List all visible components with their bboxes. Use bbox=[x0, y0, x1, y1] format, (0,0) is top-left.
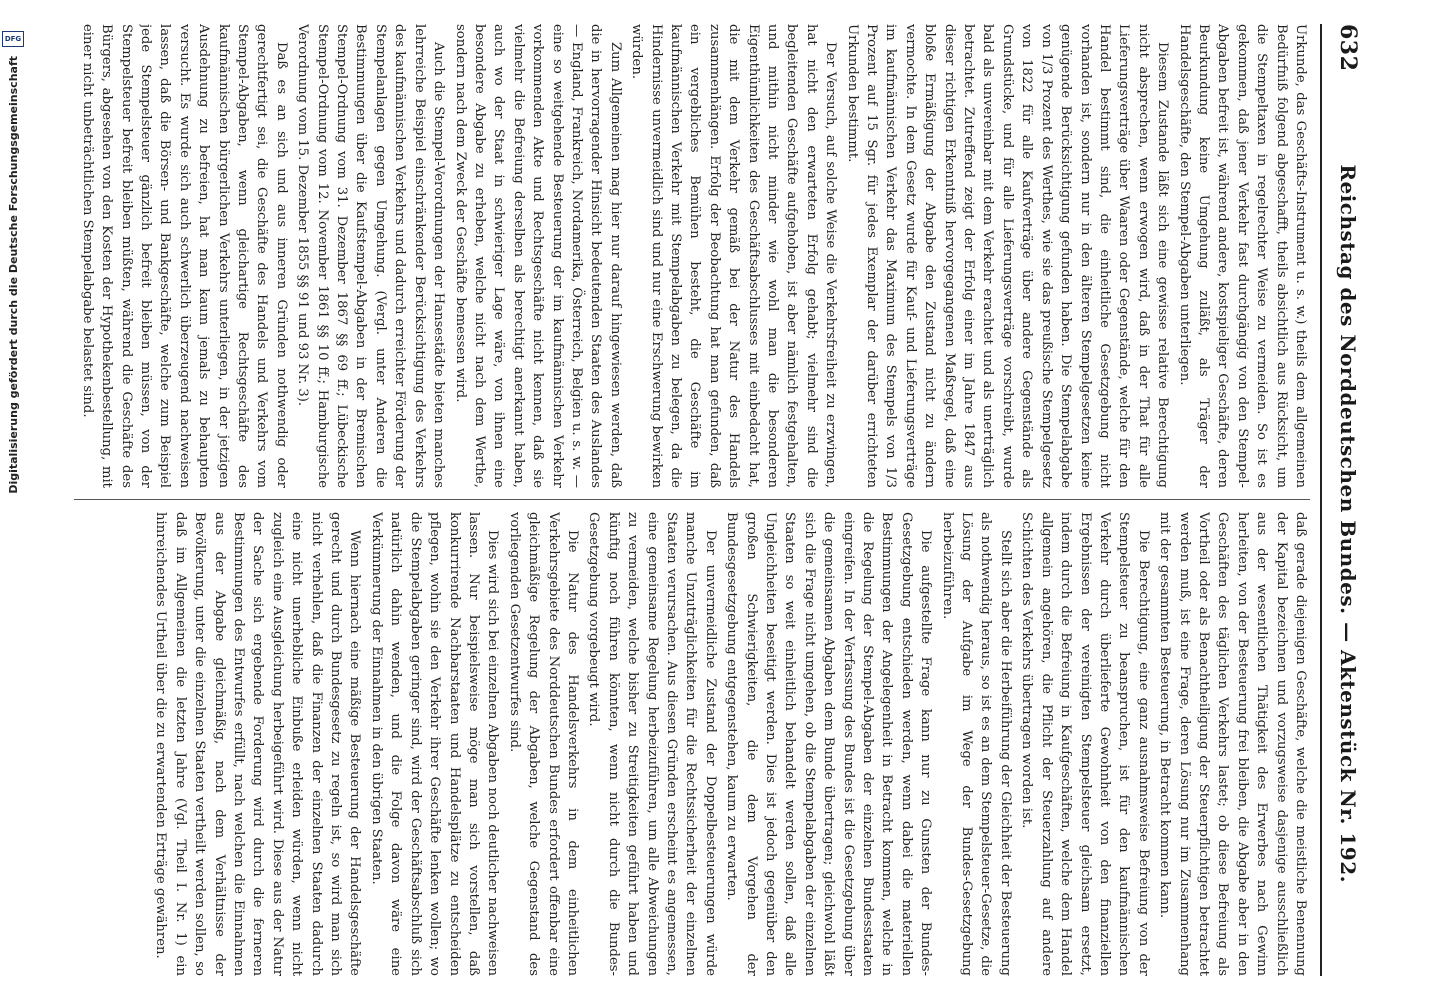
dfg-logo-icon: DFG bbox=[2, 31, 24, 47]
header-rule bbox=[1320, 24, 1322, 976]
paragraph: Daß es an sich und aus inneren Gründen nothwendig oder gerechtfertigt sei, die Geschäfte des Handels und Verkehrs vom Stempel-Abgaben, wenn gleichartige Rechtsgeschäfte des kaufmännischen bürgerlichen Verkehrs unterliegen, in der jetzigen Ausdehnung zu befreien, hat man kaum jemals zu behaupten versucht. Es wurde sich auch schwerlich überzeugend nachweisen lassen, daß die Börsen- und Bankgeschäfte, welche zum Beispiel jede Stempelsteuer gänzlich befreit bleiben müssen, von der Stempelsteuer befreit bleiben müßten, während die Geschäfte des Bürgers, abgesehen von den Kosten der Hypothekenbestellung, mit einer nicht unbeträchtlichen Stempelabgabe belastet sind. bbox=[79, 24, 289, 488]
text-column-left bbox=[74, 24, 1310, 488]
paragraph: Auch die Stempel-Verordnungen der Hansestädte bieten manches lehrreiche Beispiel einschränkender Berücksichtigung des Verkehrs des kaufmännischen Verkehrs und dadurch erreichter Förderung der Stempelanlagen gegen Umgehung. (Vergl. unter Anderen die Bestimmungen über die Kaufstempel-Abgaben in der Bremischen Stempel-Ordnung vom 31. Dezember 1867 §§ 69 ff.; Lübeckische Stempel-Ordnung vom 12. November 1861 §§ 10 ff.; Hamburgische Verordnung vom 15. Dezember 1855 §§ 91 und 93 Nr. 3). bbox=[295, 24, 447, 488]
page-number: 632 bbox=[1335, 24, 1361, 72]
scanned-page-rotated bbox=[60, 0, 1372, 1000]
paragraph: Zum Allgemeinen mag hier nur darauf hingewiesen werden, daß die in hervorragender Hinsicht bedeutenden Staaten des Auslandes — England, Frankreich, Nordamerika, Österreich, Belgien u. s. w. — eine so weitgehende Besteuerung der im kaufmännischen Verkehr vorkommenden Akte und Rechtsgeschäfte nicht kennen, daß sie vielmehr die Befreiung derselben als berechtigt anerkannt haben, auch wo der Staat in schwieriger Lage wäre, von ihnen eine besondere Abgabe zu erheben, welche nicht nach dem Werthe, sondern nach dem Zweck der Geschäfte bemessen wird. bbox=[452, 24, 623, 488]
running-title: Reichstag des Norddeutschen Bundes. — Aktenstück Nr. 192. bbox=[1336, 164, 1360, 884]
text-column-right bbox=[74, 512, 1310, 976]
paragraph: Urkunde, das Geschäfts-Instrument u. s. w.) theils dem allgemeinen Bedürfniß folgend abgeschafft, theils absichtlich aus Rücksicht, um die Stempeltaxen in regelrechter Weise zu vermeiden. So ist es gekommen, daß jener Verkehr fast durchgängig von den Stempel-Abgaben befreit ist, während andere, kostspieliger Geschäfte, deren Beurkundung keine Umgehung zuläßt, als Träger der Handelsgeschäfte, den Stempel-Abgaben unterliegen. bbox=[1176, 24, 1308, 488]
paragraph: Wenn hiernach eine mäßige Besteuerung der Handelsgeschäfte gerecht und durch Bundesgesetz zu regeln ist, so wird man sich nicht verhehlen, daß die Finanzen der einzelnen Staaten dadurch eine nicht unerhebliche Einbuße erleiden würden, wenn nicht zugleich eine Ausgleichung herbeigeführt wird. Diese aus der Natur der Sache sich ergebende Forderung wird durch die ferneren Bestimmungen des Entwurfes erfüllt, nach welchen die Einnahmen aus der Abgabe gleichmäßig, nach dem Verhältnisse der Bevölkerung, unter die einzelnen Staaten vertheilt werden sollen, so daß im Allgemeinen die letzten Jahre (Vgl. Theil I. Nr. 1) ein hinreichendes Urtheil über die zu erwartenden Erträge gewähren. bbox=[153, 512, 363, 976]
paragraph: Die aufgestellte Frage kann nur zu Gunsten der Bundes-Gesetzgebung entschieden werden, wenn dabei die materiellen Bestimmungen der Angelegenheit in Betracht kommen, welche in die Regelung der Stempel-Abgaben der einzelnen Bundesstaaten eingreifen. In der Verfassung des Bundes ist die Gesetzgebung über die gemeinsamen Abgaben dem Bunde übertragen; gleichwohl läßt sich die Frage nicht umgehen, ob die Stempelabgaben der einzelnen Staaten so weit einheitlich behandelt werden sollen, daß alle Ungleichheiten beseitigt werden. Dies ist jedoch gegenüber den großen Schwierigkeiten, die dem Vorgehen der Bundesgesetzgebung entgegenstehen, kaum zu erwarten. bbox=[724, 512, 934, 976]
paragraph: Diesem Zustande läßt sich eine gewisse relative Berechtigung nicht absprechen, wenn erwogen wird, daß in der That für alle Lieferungsverträge über Waaren oder Gegenstände, welche für den Handel bestimmt sind, die einheitliche Gesetzgebung nicht vorhanden ist, sondern nur in den älteren Stempelgesetzen keine genügende Berücksichtigung gefunden haben. Die Stempelabgabe von 1/3 Prozent des Werthes, wie sie das preußische Stempelgesetz von 1822 für alle Kaufverträge über andere Gegenstände als Grundstücke, und für alle Lieferungsverträge vorschreibt, wurde bald als unvereinbar mit dem Verkehr erachtet und als unerträglich betrachtet. Zutreffend zeigt der Erfolg einer im Jahre 1847 aus dieser richtigen Erkenntniß hervorgegangenen Maßregel, daß eine bloße Ermäßigung der Abgabe den Zustand nicht zu ändern vermochte. In dem Gesetz wurde für Kauf- und Lieferungsverträge im kaufmännischen Verkehr das Maximum des Stempels von 1/3 Prozent auf 15 Sgr. für jedes Exemplar der darüber errichteten Urkunden bestimmt. bbox=[844, 24, 1171, 488]
paragraph: Der unvermeidliche Zustand der Doppelbesteuerungen würde manche Unzuträglichkeiten für die Rechtssicherheit der einzelnen Staaten verursachen. Aus diesen Gründen erscheint es angemessen, eine gemeinsame Regelung herbeizuführen, um alle Abweichungen zu vermeiden, welche bisher zu Streitigkeiten geführt haben und künftig noch führen könnten, wenn nicht durch die Bundes-Gesetzgebung vorgebeugt wird. bbox=[586, 512, 718, 976]
page-header bbox=[1324, 24, 1372, 976]
paragraph: Stellt sich aber die Herbeiführung der Gleichheit der Besteuerung als nothwendig heraus, so ist es an dem Stempelsteuer-Gesetze, die Lösung der Aufgabe im Wege der Bundes-Gesetzgebung herbeizuführen. bbox=[939, 512, 1013, 976]
paragraph: Die Berechtigung, eine ganz ausnahmsweise Befreiung von der Stempelsteuer zu beanspruchen, ist für den kaufmännischen Verkehr durch überlieferte Gewohnheit von den finanziellen Ergebnissen der vereinigten Stempelsteuer gleichsam ersetzt, indem durch die Befreiung in Kaufgeschäften, welche dem Handel allgemein angehören, die Pflicht der Steuerzahlung auf andere Schichten des Verkehrs übertragen worden ist. bbox=[1019, 512, 1151, 976]
paragraph: Dies wird sich bei einzelnen Abgaben noch deutlicher nachweisen lassen. Nur beispielsweise möge man sich vorstellen, daß konkurrirende Nachbarstaaten und Handelsplätze zu entscheiden pflegen, wohin sie den Verkehr ihrer Geschäfte lenken wollen; wo die Stempelabgaben geringer sind, wird der Geschäftsabschluß sich natürlich dahin wenden, und die Folge davon wäre eine Verkümmerung der Einnahmen in den übrigen Staaten. bbox=[368, 512, 501, 976]
paragraph: daß gerade diejenigen Geschäfte, welche die meistliche Benennung der Kapital bezeichnen und vorzugsweise dasjenige ausschließlich aus der wesentlichen Thätigkeit des Erwerbes nach Gewinn herleiten, von der Besteuerung frei bleiben, die Abgabe aber in den Geschäften des täglichen Verkehrs lastet; ob diese Befreiung als Vortheil oder als Benachtheiligung der Steuerpflichtigen betrachtet werden muß, ist eine Frage, deren Lösung nur im Zusammenhang mit der gesammten Besteuerung, in Betracht kommen kann. bbox=[1157, 512, 1308, 976]
paragraph: Die Natur des Handelsverkehrs in dem einheitlichen Verkehrsgebiete des Norddeutschen Bundes erfordert offenbar eine gleichmäßige Regelung der Abgaben, welche Gegenstand des vorliegenden Gesetzentwurfes sind. bbox=[506, 512, 580, 976]
credit-text: Digitalisierung gefördert durch die Deutsche Forschungsgemeinschaft bbox=[6, 56, 20, 494]
digitization-credit bbox=[2, 0, 24, 1000]
column-divider bbox=[74, 499, 1310, 500]
paragraph: Der Versuch, auf solche Weise die Verkehrsfreiheit zu erzwingen, hat nicht den erwarteten Erfolg gehabt; vielmehr sind die begleitenden Geschäfte aufgehoben, ist aber nämlich festgehalten, und mithin nicht minder wie wohl man die besonderen Eigenthümlichkeiten des Geschäftsabschlusses mit einbedacht hat, die mit dem Verkehr gemäß bei der Natur des Handels zusammenhängen. Erfolg der Beobachtung hat man gefunden, daß ein vergebliches Bemühen besteht, die Geschäfte im kaufmännischen Verkehr mit Stempelabgaben zu belegen, da die Hindernisse unvermeidlich sind und nur eine Erschwerung bewirken würden. bbox=[629, 24, 839, 488]
